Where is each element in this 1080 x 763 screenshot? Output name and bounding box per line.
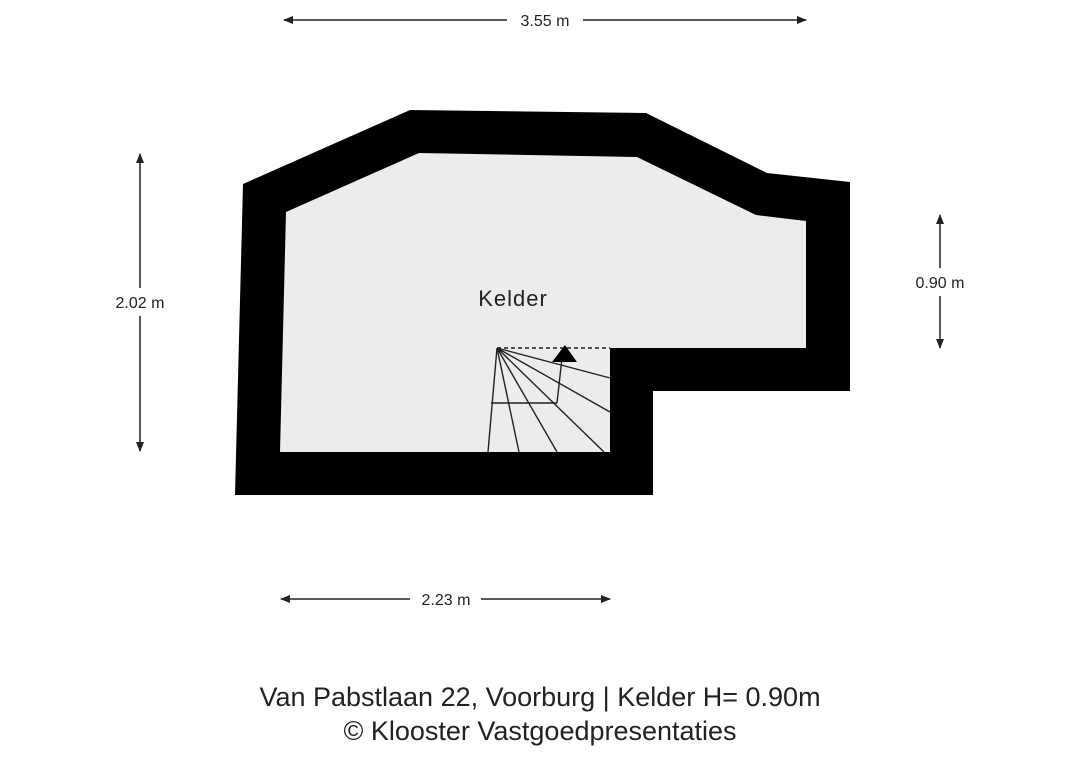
dimension-right-label: 0.90 m (915, 275, 965, 292)
caption-copyright: © Klooster Vastgoedpresentaties (343, 716, 737, 746)
room-label: Kelder (478, 286, 548, 311)
dimension-bottom-label: 2.23 m (421, 592, 471, 609)
dimension-top-label: 3.55 m (520, 13, 570, 30)
dimension-left-label: 2.02 m (115, 295, 165, 312)
caption-address: Van Pabstlaan 22, Voorburg | Kelder H= 0.90m (259, 682, 821, 712)
